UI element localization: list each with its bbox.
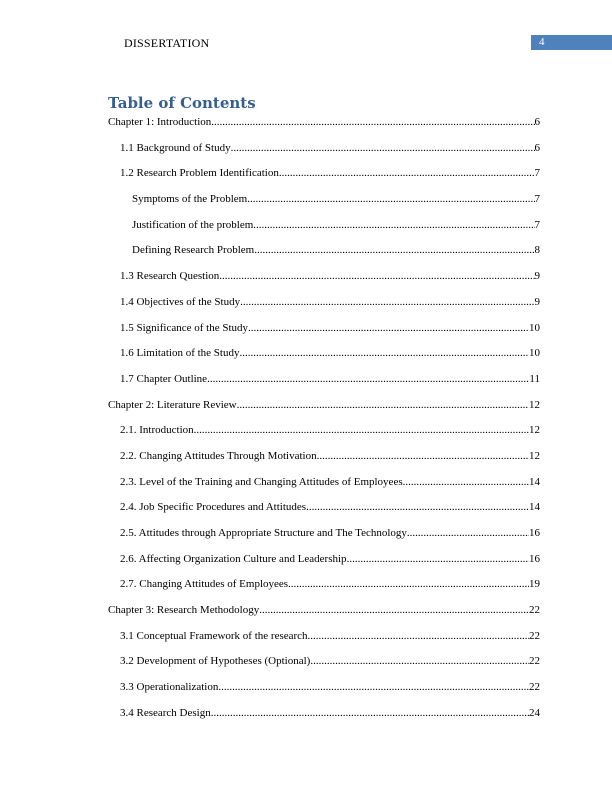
toc-entry[interactable] (108, 423, 540, 449)
toc-entry-page-number: 11 (529, 372, 540, 385)
toc-entry-page-number: 12 (529, 449, 540, 462)
toc-entry-page-number: 22 (529, 604, 540, 617)
toc-entry-title: 1.6 Limitation of the Study (120, 347, 240, 360)
toc-dot-leader (308, 629, 529, 643)
toc-dot-leader (207, 372, 529, 386)
toc-entry-page-number: 16 (529, 552, 540, 565)
toc-entry[interactable] (108, 552, 540, 578)
toc-entry-page-number: 10 (529, 347, 540, 360)
toc-dot-leader (211, 115, 534, 129)
toc-heading: Table of Contents (108, 94, 256, 112)
toc-dot-leader (306, 500, 529, 514)
toc-dot-leader (310, 654, 529, 668)
toc-dot-leader (211, 706, 529, 720)
toc-entry-title: Chapter 2: Literature Review (108, 398, 237, 411)
toc-entry[interactable] (108, 603, 540, 629)
toc-entry-title: 3.4 Research Design (120, 706, 211, 719)
toc-dot-leader (247, 192, 534, 206)
toc-entry-page-number: 22 (529, 655, 540, 668)
toc-entry[interactable] (108, 577, 540, 603)
toc-entry-title: 2.5. Attitudes through Appropriate Structure and The Technology (120, 527, 407, 539)
toc-entry[interactable] (108, 500, 540, 526)
toc-entry-page-number: 12 (529, 424, 540, 437)
toc-entry[interactable] (108, 295, 540, 321)
toc-entry-title: Chapter 3: Research Methodology (108, 604, 260, 617)
toc-entry-title: 3.3 Operationalization (120, 681, 219, 694)
toc-entry[interactable] (108, 449, 540, 475)
toc-entry-title: 1.3 Research Question (120, 270, 220, 283)
toc-entry[interactable] (108, 321, 540, 347)
toc-entry-page-number: 9 (534, 270, 540, 283)
page-number-badge: 4 (531, 35, 612, 50)
toc-entry-page-number: 9 (534, 295, 540, 308)
toc-entry[interactable] (108, 654, 540, 680)
toc-entry-title: 2.2. Changing Attitudes Through Motivation (120, 449, 317, 462)
toc-entry-page-number: 7 (534, 167, 540, 180)
toc-dot-leader (239, 346, 529, 360)
toc-entry-title: 1.1 Background of Study (120, 141, 231, 154)
toc-entry-page-number: 6 (534, 141, 540, 154)
toc-entry-page-number: 6 (534, 116, 540, 128)
toc-dot-leader (254, 243, 534, 257)
toc-entry[interactable] (108, 269, 540, 295)
toc-entry[interactable] (108, 680, 540, 706)
toc-entry-title: 1.7 Chapter Outline (120, 372, 208, 385)
toc-entry-page-number: 14 (529, 501, 540, 514)
toc-entry[interactable] (108, 346, 540, 372)
running-header-title: DISSERTATION (124, 36, 210, 50)
toc-dot-leader (259, 603, 529, 617)
toc-dot-leader (253, 218, 534, 232)
toc-dot-leader (347, 552, 529, 566)
toc-entry[interactable] (108, 372, 540, 398)
toc-entry-title: 2.7. Changing Attitudes of Employees (120, 578, 289, 591)
toc-dot-leader (194, 423, 529, 437)
toc-entry-title: 3.2 Development of Hypotheses (Optional) (120, 655, 311, 668)
toc-entry-page-number: 7 (534, 193, 540, 206)
toc-entry-title: 1.4 Objectives of the Study (120, 295, 241, 308)
toc-entry-page-number: 22 (529, 629, 540, 642)
toc-dot-leader (288, 577, 529, 591)
toc-entry-title: 2.4. Job Specific Procedures and Attitudes (120, 501, 307, 514)
toc-dot-leader (407, 526, 529, 540)
toc-entry-page-number: 24 (529, 706, 540, 719)
toc-dot-leader (231, 141, 535, 155)
toc-entry-page-number: 19 (529, 578, 540, 591)
toc-entry[interactable] (108, 629, 540, 655)
toc-entry[interactable] (108, 398, 540, 424)
toc-entry-title: 2.3. Level of the Training and Changing Attitudes of Employees (120, 475, 403, 488)
toc-entry[interactable] (108, 115, 540, 141)
toc-entry-title: Justification of the problem (132, 218, 254, 231)
toc-dot-leader (237, 398, 529, 412)
toc-entry[interactable] (108, 192, 540, 218)
table-of-contents (108, 115, 540, 732)
toc-entry-title: 2.6. Affecting Organization Culture and Leadership (120, 552, 347, 565)
toc-entry[interactable] (108, 243, 540, 269)
toc-entry-title: 2.1. Introduction (120, 424, 194, 437)
toc-entry[interactable] (108, 526, 540, 552)
toc-entry-page-number: 22 (529, 681, 540, 694)
toc-entry-title: 1.2 Research Problem Identification (120, 167, 279, 180)
toc-dot-leader (248, 321, 529, 335)
toc-entry[interactable] (108, 166, 540, 192)
toc-entry-page-number: 12 (529, 398, 540, 411)
toc-dot-leader (279, 166, 535, 180)
toc-dot-leader (403, 475, 529, 489)
toc-entry-title: 3.1 Conceptual Framework of the research (120, 629, 308, 642)
toc-entry[interactable] (108, 218, 540, 244)
toc-dot-leader (240, 295, 534, 309)
toc-entry[interactable] (108, 141, 540, 167)
toc-entry-title: Symptoms of the Problem (132, 193, 248, 206)
toc-entry-title: Chapter 1: Introduction (108, 116, 212, 128)
toc-entry[interactable] (108, 475, 540, 501)
toc-entry-page-number: 8 (534, 244, 540, 257)
toc-entry-title: Defining Research Problem (132, 244, 255, 257)
toc-entry-page-number: 7 (534, 218, 540, 231)
toc-entry-page-number: 14 (529, 475, 540, 488)
toc-dot-leader (317, 449, 529, 463)
toc-entry-page-number: 16 (529, 527, 540, 539)
toc-entry-page-number: 10 (529, 321, 540, 334)
toc-dot-leader (219, 269, 534, 283)
toc-entry-title: 1.5 Significance of the Study (120, 321, 249, 334)
toc-dot-leader (218, 680, 529, 694)
toc-entry[interactable] (108, 706, 540, 732)
